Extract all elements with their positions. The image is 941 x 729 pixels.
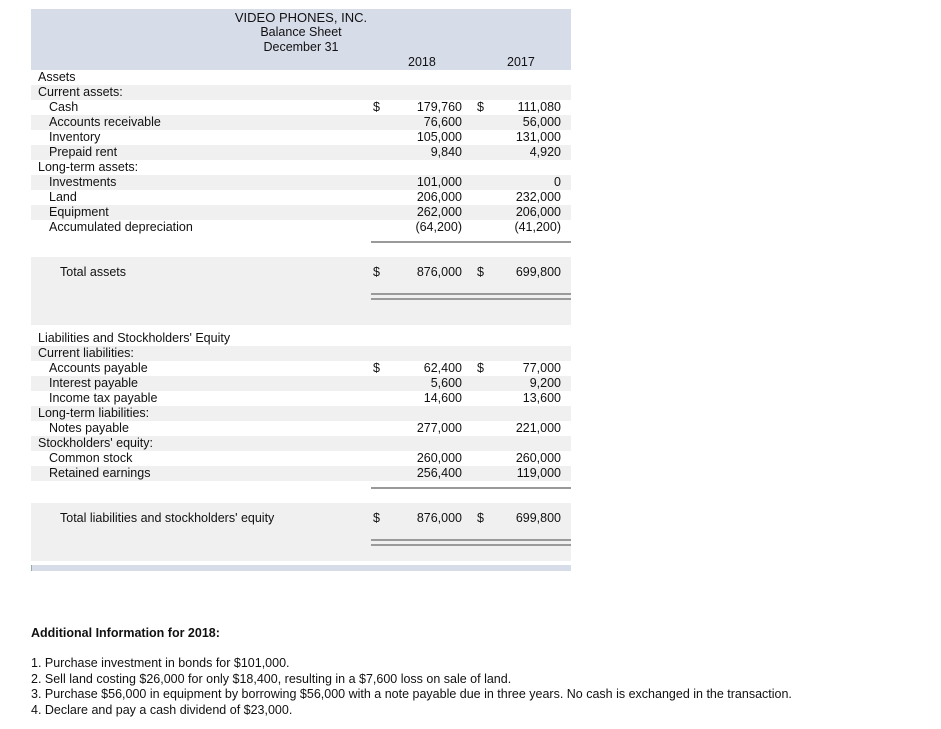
table-row [31,391,571,406]
balance-sheet-table [31,9,571,561]
longterm-assets-heading-row [31,160,571,175]
value-2018: 277,000 [416,421,462,435]
table-row [31,100,571,115]
value-2017: 4,920 [529,145,561,159]
additional-info-title: Additional Information for 2018: [31,626,220,640]
row-label: Common stock [49,451,133,465]
row-label: Interest payable [49,376,138,390]
row-label: Prepaid rent [49,145,118,159]
row-label: Inventory [49,130,101,144]
value-2017: 699,800 [515,265,561,279]
row-label: Liabilities and Stockholders' Equity [38,331,231,345]
table-footer-bar [31,565,571,571]
row-label: Land [49,190,77,204]
value-2017: 131,000 [515,130,561,144]
spacer-row [31,533,571,561]
dollar-sign: $ [477,100,484,114]
table-row [31,421,571,436]
value-2017: 699,800 [515,511,561,525]
row-label: Stockholders' equity: [38,436,153,450]
row-label: Total assets [60,265,127,279]
value-2018: (64,200) [415,220,462,234]
value-2018: 9,840 [430,145,462,159]
liabilities-heading-row [31,331,571,346]
value-2018: 206,000 [416,190,462,204]
value-2017: 221,000 [515,421,561,435]
table-row [31,175,571,190]
value-2018: 876,000 [416,265,462,279]
statement-date: December 31 [263,40,339,54]
value-2018: 14,600 [423,391,462,405]
row-label: Income tax payable [49,391,158,405]
longterm-liabilities-heading-row [31,406,571,421]
value-2018: 5,600 [430,376,462,390]
company-name: VIDEO PHONES, INC. [234,10,368,25]
statement-title: Balance Sheet [260,25,342,39]
spacer-row [31,481,571,503]
info-item: 2. Sell land costing $26,000 for only $18,400, resulting in a $7,600 loss on sale of land. [31,671,512,686]
value-2017: 232,000 [515,190,561,204]
spacer-row [31,235,571,257]
row-label: Equipment [49,205,109,219]
value-2018: 101,000 [416,175,462,189]
table-row [31,145,571,160]
value-2017: 56,000 [522,115,561,129]
dollar-sign: $ [477,511,484,525]
table-row [31,451,571,466]
value-2017: 77,000 [522,361,561,375]
value-2017: (41,200) [514,220,561,234]
value-2018: 260,000 [416,451,462,465]
row-label: Accounts payable [49,361,148,375]
table-row [31,220,571,235]
dollar-sign: $ [373,265,380,279]
row-label: Accumulated depreciation [49,220,193,234]
value-2017: 111,080 [517,100,561,114]
year-2018-header: 2018 [408,55,436,69]
total-assets-row [31,257,571,287]
table-row [31,190,571,205]
additional-information [31,626,931,718]
info-item: 3. Purchase $56,000 in equipment by borrowing $56,000 with a note payable due in three years. No cash is exchanged in the transaction. [31,687,792,701]
value-2017: 260,000 [515,451,561,465]
value-2018: 262,000 [416,205,462,219]
spacer-row [31,287,571,325]
info-item: 1. Purchase investment in bonds for $101,000. [31,656,290,670]
value-2018: 256,400 [416,466,462,480]
table-row [31,376,571,391]
row-label: Notes payable [49,421,129,435]
subtotal-rule [371,241,571,243]
year-2017-header: 2017 [507,55,535,69]
info-item: 4. Declare and pay a cash dividend of $23,000. [31,702,293,717]
table-row [31,115,571,130]
dollar-sign: $ [477,265,484,279]
row-label: Cash [49,100,79,114]
value-2018: 105,000 [416,130,462,144]
row-label: Current liabilities: [38,346,134,360]
row-label: Current assets: [38,85,123,99]
table-row [31,361,571,376]
dollar-sign: $ [477,361,484,375]
row-label: Long-term assets: [38,160,139,174]
current-assets-heading-row [31,85,571,100]
equity-heading-row [31,436,571,451]
row-label: Long-term liabilities: [38,406,150,420]
dollar-sign: $ [373,511,380,525]
value-2018: 876,000 [416,511,462,525]
value-2018: 179,760 [416,100,462,114]
value-2017: 0 [554,175,561,189]
dollar-sign: $ [373,100,380,114]
total-liabilities-row [31,503,571,533]
row-label: Total liabilities and stockholders' equity [60,511,275,525]
table-row [31,466,571,481]
row-label: Investments [49,175,117,189]
total-double-rule [371,293,571,300]
value-2017: 119,000 [516,466,561,480]
subtotal-rule [371,487,571,489]
total-double-rule [371,539,571,546]
table-row [31,205,571,220]
dollar-sign: $ [373,361,380,375]
assets-heading-row [31,70,571,85]
value-2018: 62,400 [423,361,462,375]
table-row [31,130,571,145]
value-2017: 9,200 [529,376,561,390]
sheet-header [31,9,571,70]
row-label: Accounts receivable [49,115,161,129]
value-2017: 13,600 [522,391,561,405]
value-2017: 206,000 [515,205,561,219]
row-label: Assets [38,70,76,84]
current-liabilities-heading-row [31,346,571,361]
value-2018: 76,600 [423,115,462,129]
row-label: Retained earnings [49,466,151,480]
